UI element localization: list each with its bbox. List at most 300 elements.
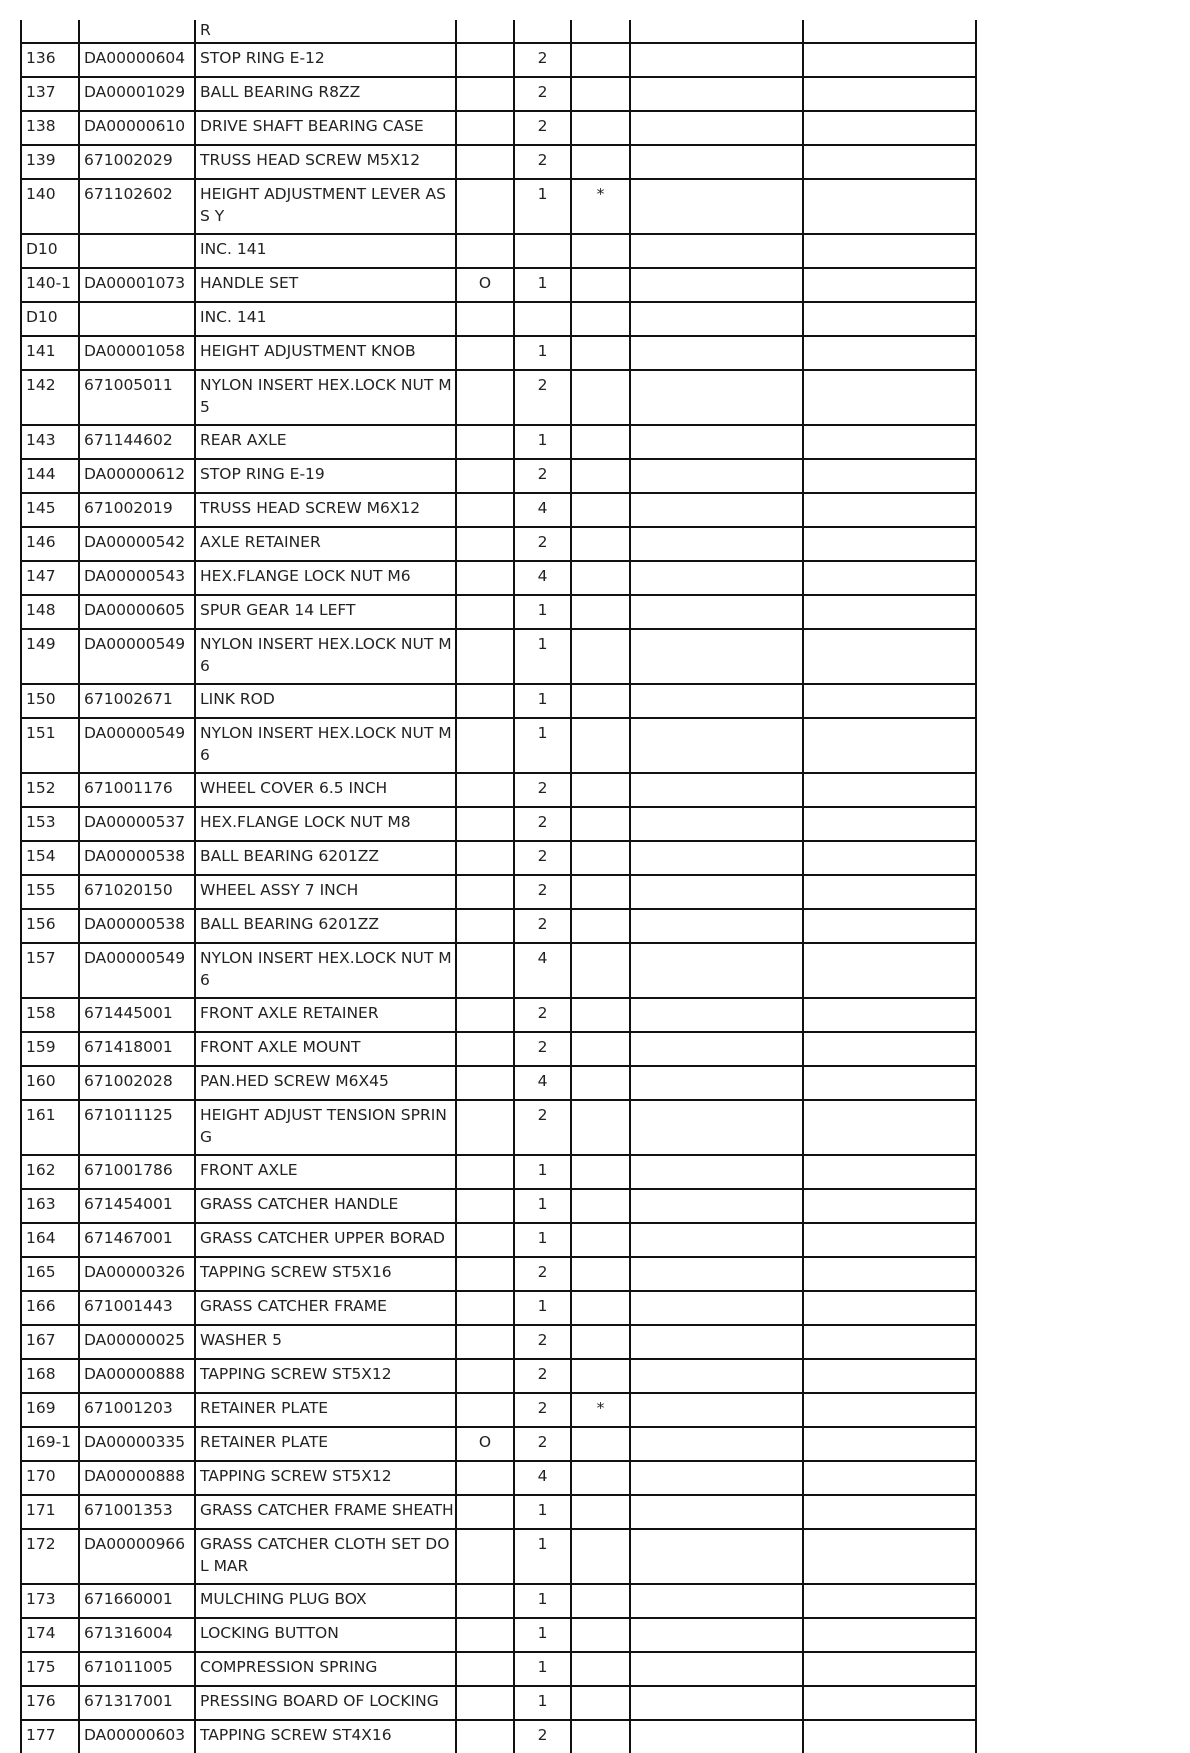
part-code-cell: 671001353: [79, 1495, 195, 1529]
option-cell: [456, 1529, 514, 1584]
blank-cell: [803, 336, 976, 370]
part-number-cell: [21, 20, 79, 43]
part-code-cell: 671102602: [79, 179, 195, 234]
description-cell: WHEEL COVER 6.5 INCH: [195, 773, 456, 807]
option-cell: [456, 875, 514, 909]
description-cell: REAR AXLE: [195, 425, 456, 459]
blank-cell: [803, 145, 976, 179]
part-code-cell: DA00000549: [79, 943, 195, 998]
note-cell: [571, 1359, 630, 1393]
option-cell: [456, 145, 514, 179]
description-cell: NYLON INSERT HEX.LOCK NUT M 6: [195, 629, 456, 684]
quantity-cell: [514, 302, 571, 336]
blank-cell: [803, 268, 976, 302]
quantity-cell: 4: [514, 1461, 571, 1495]
blank-cell: [630, 43, 803, 77]
description-cell: TAPPING SCREW ST4X16: [195, 1720, 456, 1753]
blank-cell: [630, 493, 803, 527]
blank-cell: [630, 629, 803, 684]
note-cell: [571, 459, 630, 493]
option-cell: [456, 773, 514, 807]
description-cell: FRONT AXLE: [195, 1155, 456, 1189]
part-number-cell: 164: [21, 1223, 79, 1257]
option-cell: [456, 1325, 514, 1359]
option-cell: [456, 909, 514, 943]
note-cell: [571, 998, 630, 1032]
option-cell: [456, 1223, 514, 1257]
blank-cell: [630, 1189, 803, 1223]
option-cell: [456, 998, 514, 1032]
table-row: [21, 909, 976, 943]
blank-cell: [630, 1584, 803, 1618]
description-cell: RETAINER PLATE: [195, 1393, 456, 1427]
blank-cell: [803, 1495, 976, 1529]
quantity-cell: 1: [514, 1529, 571, 1584]
quantity-cell: 1: [514, 629, 571, 684]
description-cell: RETAINER PLATE: [195, 1427, 456, 1461]
part-number-cell: D10: [21, 302, 79, 336]
part-code-cell: DA00000543: [79, 561, 195, 595]
blank-cell: [803, 302, 976, 336]
part-code-cell: DA00000542: [79, 527, 195, 561]
part-number-cell: 169: [21, 1393, 79, 1427]
quantity-cell: 1: [514, 179, 571, 234]
part-number-cell: 153: [21, 807, 79, 841]
note-cell: [571, 1155, 630, 1189]
blank-cell: [630, 459, 803, 493]
quantity-cell: 4: [514, 561, 571, 595]
blank-cell: [630, 111, 803, 145]
blank-cell: [630, 1359, 803, 1393]
part-number-cell: 161: [21, 1100, 79, 1155]
option-cell: [456, 841, 514, 875]
note-cell: [571, 234, 630, 268]
part-code-cell: 671020150: [79, 875, 195, 909]
quantity-cell: 1: [514, 718, 571, 773]
note-cell: [571, 1652, 630, 1686]
part-number-cell: 151: [21, 718, 79, 773]
note-cell: [571, 1618, 630, 1652]
option-cell: O: [456, 268, 514, 302]
part-number-cell: 154: [21, 841, 79, 875]
option-cell: [456, 336, 514, 370]
quantity-cell: 4: [514, 1066, 571, 1100]
quantity-cell: 4: [514, 493, 571, 527]
part-number-cell: 173: [21, 1584, 79, 1618]
note-cell: [571, 875, 630, 909]
option-cell: [456, 561, 514, 595]
quantity-cell: 2: [514, 1427, 571, 1461]
blank-cell: [630, 1066, 803, 1100]
blank-cell: [630, 1427, 803, 1461]
table-row: [21, 1529, 976, 1584]
blank-cell: [630, 1223, 803, 1257]
quantity-cell: 1: [514, 1686, 571, 1720]
note-cell: [571, 111, 630, 145]
description-cell: HEIGHT ADJUSTMENT LEVER ASS Y: [195, 179, 456, 234]
blank-cell: [630, 1686, 803, 1720]
note-cell: [571, 1720, 630, 1753]
blank-cell: [630, 909, 803, 943]
part-code-cell: 671011005: [79, 1652, 195, 1686]
description-cell: WHEEL ASSY 7 INCH: [195, 875, 456, 909]
part-number-cell: 140-1: [21, 268, 79, 302]
blank-cell: [803, 1223, 976, 1257]
option-cell: [456, 43, 514, 77]
part-number-cell: 145: [21, 493, 79, 527]
table-row: [21, 1325, 976, 1359]
part-code-cell: 671454001: [79, 1189, 195, 1223]
description-cell: DRIVE SHAFT BEARING CASE: [195, 111, 456, 145]
blank-cell: [803, 807, 976, 841]
description-cell: BALL BEARING 6201ZZ: [195, 841, 456, 875]
part-code-cell: 671001786: [79, 1155, 195, 1189]
blank-cell: [630, 1325, 803, 1359]
table-row: [21, 807, 976, 841]
blank-cell: [803, 718, 976, 773]
table-row: [21, 1189, 976, 1223]
table-row: [21, 561, 976, 595]
description-cell: MULCHING PLUG BOX: [195, 1584, 456, 1618]
blank-cell: [630, 595, 803, 629]
blank-cell: [630, 20, 803, 43]
option-cell: [456, 179, 514, 234]
description-cell: LOCKING BUTTON: [195, 1618, 456, 1652]
option-cell: [456, 1257, 514, 1291]
blank-cell: [630, 1652, 803, 1686]
quantity-cell: 2: [514, 1720, 571, 1753]
description-cell: BALL BEARING R8ZZ: [195, 77, 456, 111]
note-cell: [571, 370, 630, 425]
description-cell: TAPPING SCREW ST5X16: [195, 1257, 456, 1291]
note-cell: [571, 1461, 630, 1495]
description-cell: HEX.FLANGE LOCK NUT M8: [195, 807, 456, 841]
blank-cell: [803, 1257, 976, 1291]
blank-cell: [630, 1618, 803, 1652]
blank-cell: [803, 595, 976, 629]
blank-cell: [803, 459, 976, 493]
description-cell: GRASS CATCHER HANDLE: [195, 1189, 456, 1223]
part-code-cell: DA00000538: [79, 841, 195, 875]
note-cell: [571, 77, 630, 111]
part-number-cell: 138: [21, 111, 79, 145]
note-cell: [571, 773, 630, 807]
part-code-cell: 671445001: [79, 998, 195, 1032]
part-number-cell: 150: [21, 684, 79, 718]
description-cell: TRUSS HEAD SCREW M6X12: [195, 493, 456, 527]
table-row: [21, 875, 976, 909]
blank-cell: [630, 302, 803, 336]
part-code-cell: DA00001073: [79, 268, 195, 302]
blank-cell: [630, 179, 803, 234]
part-code-cell: 671001203: [79, 1393, 195, 1427]
note-cell: [571, 268, 630, 302]
table-row: [21, 1223, 976, 1257]
quantity-cell: [514, 234, 571, 268]
table-row: [21, 1257, 976, 1291]
table-row: [21, 268, 976, 302]
note-cell: [571, 145, 630, 179]
blank-cell: [630, 268, 803, 302]
description-cell: GRASS CATCHER CLOTH SET DOL MAR: [195, 1529, 456, 1584]
note-cell: [571, 20, 630, 43]
quantity-cell: 2: [514, 370, 571, 425]
option-cell: [456, 943, 514, 998]
description-cell: INC. 141: [195, 234, 456, 268]
table-row: [21, 629, 976, 684]
description-cell: PRESSING BOARD OF LOCKING: [195, 1686, 456, 1720]
option-cell: [456, 1461, 514, 1495]
table-row: [21, 43, 976, 77]
note-cell: [571, 1032, 630, 1066]
note-cell: *: [571, 179, 630, 234]
note-cell: [571, 1495, 630, 1529]
blank-cell: [630, 1461, 803, 1495]
description-cell: LINK ROD: [195, 684, 456, 718]
blank-cell: [803, 20, 976, 43]
part-code-cell: DA00000603: [79, 1720, 195, 1753]
blank-cell: [630, 684, 803, 718]
quantity-cell: 1: [514, 684, 571, 718]
table-row: [21, 1720, 976, 1753]
part-number-cell: D10: [21, 234, 79, 268]
part-code-cell: 671144602: [79, 425, 195, 459]
quantity-cell: 1: [514, 1652, 571, 1686]
option-cell: [456, 595, 514, 629]
blank-cell: [630, 370, 803, 425]
part-code-cell: DA00000888: [79, 1461, 195, 1495]
option-cell: O: [456, 1427, 514, 1461]
quantity-cell: 1: [514, 1223, 571, 1257]
note-cell: [571, 1584, 630, 1618]
table-row: [21, 425, 976, 459]
description-cell: COMPRESSION SPRING: [195, 1652, 456, 1686]
blank-cell: [803, 1032, 976, 1066]
quantity-cell: 2: [514, 1257, 571, 1291]
part-number-cell: 169-1: [21, 1427, 79, 1461]
table-row: [21, 1427, 976, 1461]
option-cell: [456, 111, 514, 145]
part-number-cell: 152: [21, 773, 79, 807]
part-number-cell: 174: [21, 1618, 79, 1652]
table-row: [21, 1686, 976, 1720]
note-cell: [571, 1325, 630, 1359]
note-cell: [571, 943, 630, 998]
part-number-cell: 140: [21, 179, 79, 234]
part-number-cell: 147: [21, 561, 79, 595]
description-cell: HEIGHT ADJUSTMENT KNOB: [195, 336, 456, 370]
blank-cell: [803, 1720, 976, 1753]
parts-list-sheet: [20, 20, 977, 1753]
option-cell: [456, 77, 514, 111]
note-cell: *: [571, 1393, 630, 1427]
part-code-cell: DA00000549: [79, 718, 195, 773]
blank-cell: [803, 1066, 976, 1100]
part-code-cell: 671001176: [79, 773, 195, 807]
blank-cell: [803, 1686, 976, 1720]
description-cell: INC. 141: [195, 302, 456, 336]
quantity-cell: 1: [514, 336, 571, 370]
description-cell: NYLON INSERT HEX.LOCK NUT M 6: [195, 943, 456, 998]
part-number-cell: 144: [21, 459, 79, 493]
part-code-cell: 671418001: [79, 1032, 195, 1066]
part-code-cell: [79, 234, 195, 268]
option-cell: [456, 302, 514, 336]
quantity-cell: 2: [514, 145, 571, 179]
table-row: [21, 1359, 976, 1393]
note-cell: [571, 595, 630, 629]
quantity-cell: 2: [514, 527, 571, 561]
part-code-cell: DA00001029: [79, 77, 195, 111]
description-cell: R: [195, 20, 456, 43]
option-cell: [456, 20, 514, 43]
note-cell: [571, 807, 630, 841]
quantity-cell: 2: [514, 807, 571, 841]
blank-cell: [630, 1291, 803, 1325]
blank-cell: [803, 1393, 976, 1427]
table-row: [21, 370, 976, 425]
blank-cell: [803, 561, 976, 595]
option-cell: [456, 425, 514, 459]
part-number-cell: 163: [21, 1189, 79, 1223]
blank-cell: [630, 1529, 803, 1584]
blank-cell: [803, 1291, 976, 1325]
table-row: [21, 20, 976, 43]
table-row: [21, 111, 976, 145]
table-row: [21, 459, 976, 493]
quantity-cell: 2: [514, 1359, 571, 1393]
description-cell: SPUR GEAR 14 LEFT: [195, 595, 456, 629]
option-cell: [456, 1100, 514, 1155]
part-code-cell: [79, 20, 195, 43]
note-cell: [571, 684, 630, 718]
table-row: [21, 684, 976, 718]
note-cell: [571, 493, 630, 527]
blank-cell: [803, 370, 976, 425]
quantity-cell: 2: [514, 841, 571, 875]
blank-cell: [803, 909, 976, 943]
part-code-cell: DA00001058: [79, 336, 195, 370]
description-cell: NYLON INSERT HEX.LOCK NUT M 5: [195, 370, 456, 425]
table-row: [21, 1291, 976, 1325]
blank-cell: [803, 773, 976, 807]
part-number-cell: 168: [21, 1359, 79, 1393]
table-row: [21, 336, 976, 370]
part-number-cell: 176: [21, 1686, 79, 1720]
table-row: [21, 179, 976, 234]
blank-cell: [803, 527, 976, 561]
quantity-cell: 1: [514, 268, 571, 302]
table-row: [21, 943, 976, 998]
part-number-cell: 159: [21, 1032, 79, 1066]
part-code-cell: 671002671: [79, 684, 195, 718]
quantity-cell: 1: [514, 1291, 571, 1325]
part-code-cell: DA00000888: [79, 1359, 195, 1393]
table-row: [21, 773, 976, 807]
table-row: [21, 1100, 976, 1155]
option-cell: [456, 1066, 514, 1100]
option-cell: [456, 370, 514, 425]
table-row: [21, 1618, 976, 1652]
blank-cell: [630, 1495, 803, 1529]
blank-cell: [803, 875, 976, 909]
blank-cell: [803, 684, 976, 718]
note-cell: [571, 1257, 630, 1291]
part-number-cell: 156: [21, 909, 79, 943]
quantity-cell: 1: [514, 1618, 571, 1652]
part-code-cell: 671002029: [79, 145, 195, 179]
option-cell: [456, 1189, 514, 1223]
option-cell: [456, 718, 514, 773]
blank-cell: [630, 234, 803, 268]
note-cell: [571, 527, 630, 561]
quantity-cell: 1: [514, 1155, 571, 1189]
blank-cell: [630, 145, 803, 179]
part-number-cell: 137: [21, 77, 79, 111]
blank-cell: [630, 1100, 803, 1155]
part-code-cell: 671317001: [79, 1686, 195, 1720]
quantity-cell: 2: [514, 111, 571, 145]
option-cell: [456, 1652, 514, 1686]
blank-cell: [630, 1257, 803, 1291]
blank-cell: [803, 1427, 976, 1461]
blank-cell: [803, 1189, 976, 1223]
description-cell: GRASS CATCHER FRAME SHEATH: [195, 1495, 456, 1529]
part-number-cell: 149: [21, 629, 79, 684]
table-row: [21, 234, 976, 268]
table-row: [21, 77, 976, 111]
blank-cell: [803, 43, 976, 77]
description-cell: STOP RING E-19: [195, 459, 456, 493]
part-code-cell: DA00000025: [79, 1325, 195, 1359]
quantity-cell: 2: [514, 875, 571, 909]
table-row: [21, 841, 976, 875]
blank-cell: [630, 527, 803, 561]
quantity-cell: 4: [514, 943, 571, 998]
description-cell: TAPPING SCREW ST5X12: [195, 1359, 456, 1393]
note-cell: [571, 629, 630, 684]
part-number-cell: 146: [21, 527, 79, 561]
blank-cell: [803, 493, 976, 527]
part-number-cell: 167: [21, 1325, 79, 1359]
part-code-cell: DA00000610: [79, 111, 195, 145]
table-row: [21, 595, 976, 629]
part-code-cell: 671011125: [79, 1100, 195, 1155]
part-code-cell: 671005011: [79, 370, 195, 425]
quantity-cell: [514, 20, 571, 43]
table-row: [21, 1066, 976, 1100]
note-cell: [571, 1189, 630, 1223]
table-row: [21, 1461, 976, 1495]
option-cell: [456, 1618, 514, 1652]
blank-cell: [803, 629, 976, 684]
part-number-cell: 141: [21, 336, 79, 370]
table-row: [21, 1032, 976, 1066]
part-code-cell: 671316004: [79, 1618, 195, 1652]
blank-cell: [803, 1584, 976, 1618]
part-code-cell: 671660001: [79, 1584, 195, 1618]
part-number-cell: 157: [21, 943, 79, 998]
quantity-cell: 1: [514, 1189, 571, 1223]
note-cell: [571, 1686, 630, 1720]
blank-cell: [630, 561, 803, 595]
quantity-cell: 1: [514, 425, 571, 459]
blank-cell: [630, 718, 803, 773]
blank-cell: [803, 1155, 976, 1189]
option-cell: [456, 527, 514, 561]
blank-cell: [803, 1100, 976, 1155]
blank-cell: [630, 1720, 803, 1753]
